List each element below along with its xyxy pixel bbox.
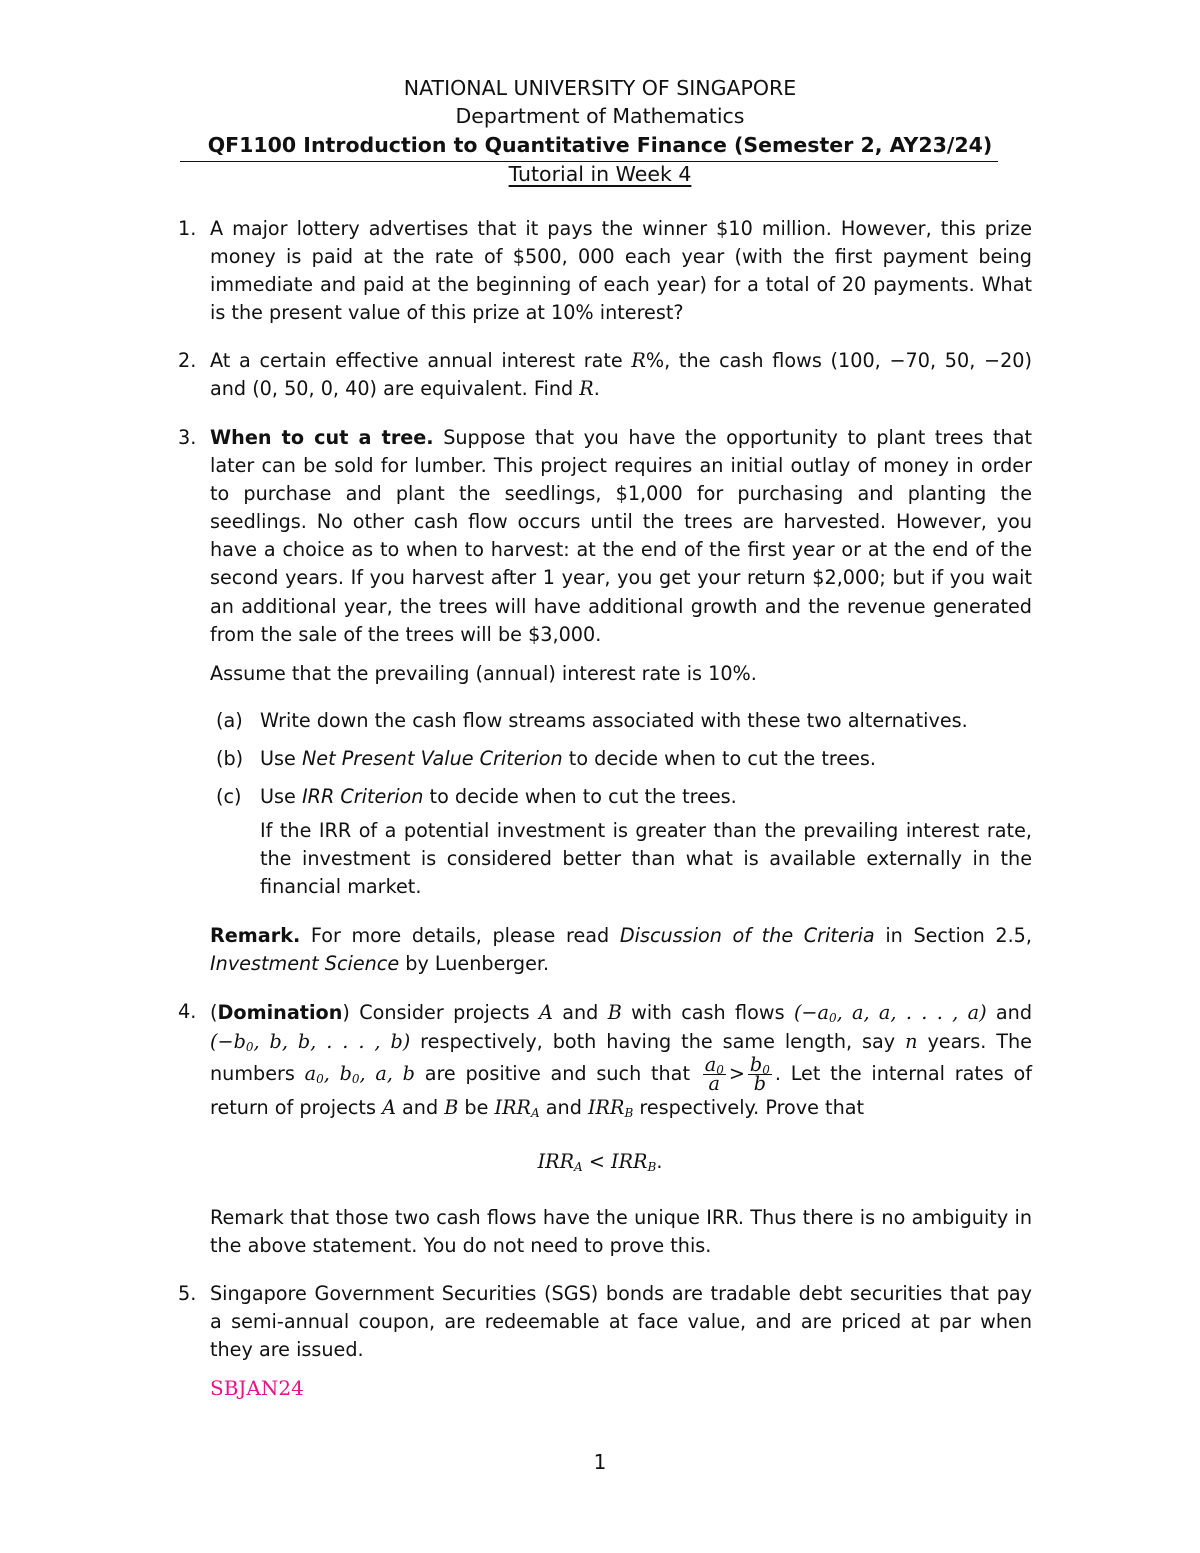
q4-and: and xyxy=(552,1001,608,1024)
q4-irr-b-sub: B xyxy=(624,1106,634,1120)
q4-frac1-num-sub: 0 xyxy=(716,1063,724,1077)
q4-eq-irr-a-text: IRR xyxy=(537,1150,575,1173)
q4-frac2-num-var: b xyxy=(749,1053,763,1076)
q1-number: 1. xyxy=(178,217,197,240)
q3-assume: Assume that the prevailing (annual) interest rate is 10%. xyxy=(210,662,757,685)
q4-frac2-num-sub: 0 xyxy=(762,1063,770,1077)
q3b-label: (b) xyxy=(216,747,244,770)
q3-remark xyxy=(210,922,1032,978)
q4-cashflow-b xyxy=(210,1030,410,1053)
q4-nums-sub2: 0 xyxy=(351,1072,360,1086)
course-title: QF1100 Introduction to Quantitative Finance (Semester 2, AY23/24) xyxy=(207,133,993,157)
q4-eq-irr-b-sub: B xyxy=(647,1160,657,1174)
q4-text-10: respectively. Prove that xyxy=(633,1096,865,1119)
q4-irr-b xyxy=(588,1096,633,1119)
q3-text xyxy=(210,424,1032,649)
q4-nums-mid: , b xyxy=(323,1062,352,1085)
q3c-post: to decide when to cut the trees. xyxy=(423,785,737,808)
q4-eq-end: . xyxy=(656,1150,663,1173)
q4-eq-irr-b-text: IRR xyxy=(611,1150,648,1173)
q3b-emphasis: Net Present Value Criterion xyxy=(301,747,563,770)
q3-remark-em2: Investment Science xyxy=(210,952,400,976)
q4-gt: > xyxy=(728,1062,745,1085)
q4-cfb-head: (−b xyxy=(210,1030,246,1053)
q4-text-7: . Let the internal rates of return of projects xyxy=(210,1062,1032,1119)
q4-fraction-b xyxy=(748,1053,772,1095)
q4-frac1-den: a xyxy=(708,1072,720,1095)
q2-text-c: . xyxy=(593,377,600,401)
q4-equation xyxy=(0,1150,1200,1173)
q4-var-b: B xyxy=(607,1001,622,1024)
q4-nums-sub1: 0 xyxy=(316,1072,324,1086)
q4-text-2: with cash flows xyxy=(621,1001,794,1024)
q3-remark-mid: in Section 2.5, xyxy=(874,924,1032,947)
university-name: NATIONAL UNIVERSITY OF SINGAPORE xyxy=(403,76,797,100)
q4-nums-end: , a, b xyxy=(359,1062,415,1085)
q3c-emphasis: IRR Criterion xyxy=(301,785,424,808)
q4-eq-irr-b xyxy=(611,1150,656,1173)
department-name: Department of Mathematics xyxy=(455,104,745,128)
q4-eq-irr-a xyxy=(538,1150,583,1173)
q2-number: 2. xyxy=(178,349,197,372)
q3a-label: (a) xyxy=(216,709,243,732)
q4-irr-b-text: IRR xyxy=(587,1096,625,1119)
page-number: 1 xyxy=(593,1450,607,1474)
q4-numbers xyxy=(305,1062,415,1085)
q4-number: 4. xyxy=(178,1000,197,1023)
q5-text: Singapore Government Securities (SGS) bonds are tradable debt securities that pay a semi-annual coupon, are redeemable at face value, and are priced at par when they are issued. xyxy=(210,1282,1032,1362)
q4-cfa-sub: 0 xyxy=(828,1011,837,1025)
q4-frac1-num-var: a xyxy=(704,1053,717,1076)
q4-text-4: respectively, both having the same length, say xyxy=(410,1030,906,1053)
q4-var-a2: A xyxy=(382,1096,396,1119)
q4-text-8: and xyxy=(395,1096,445,1119)
q3c-label: (c) xyxy=(216,785,242,808)
q4-var-n: n xyxy=(905,1030,918,1053)
q4-irr-a-sub: A xyxy=(531,1106,540,1120)
q4-remark: Remark that those two cash flows have the unique IRR. Thus there is no ambiguity in the above statement. You do not need to prove this. xyxy=(210,1206,1032,1258)
q4-text-1: Consider projects xyxy=(349,1001,540,1024)
q2-var-r: R xyxy=(631,349,646,372)
q4-text-9: be xyxy=(458,1096,495,1119)
q3b-text xyxy=(260,745,1032,773)
q4-cashflow-a xyxy=(794,1001,987,1024)
q3c-text xyxy=(260,783,1032,811)
q4-text-5: years. The numbers xyxy=(210,1030,1032,1085)
q4-text-3: and xyxy=(986,1001,1033,1024)
q3-remark-em1: Discussion of the Criteria xyxy=(619,924,875,947)
q3-remark-post: by Luenberger. xyxy=(399,952,550,976)
bond-code-link[interactable]: SBJAN24 xyxy=(210,1376,304,1400)
q2-var-r2: R xyxy=(579,377,594,401)
q3-body: Suppose that you have the opportunity to plant trees that later can be sold for lumber. This project requires an initial outlay of money in order to purchase and plant the seedlings, $1,000 for purchasing and planting the seedlings. No other cash flow occurs until the trees are harvested. However, you have a choice as to when to harvest: at the end of the first year or at the end of the second years. If you harvest after 1 year, you get your return $2,000; but if you wait an additional year, the trees will have additional growth and the revenue generated from the sale of the trees will be $3,000. xyxy=(210,426,1032,646)
q4-var-b2: B xyxy=(444,1096,459,1119)
q4-nums-a: a xyxy=(304,1062,317,1085)
q4-fraction-a xyxy=(703,1053,726,1095)
q4-irr-a xyxy=(495,1096,540,1119)
tutorial-title-text: Tutorial in Week 4 xyxy=(508,162,692,186)
q3b-pre: Use xyxy=(260,747,302,770)
q4-var-a: A xyxy=(539,1001,553,1024)
q3-remark-title: Remark. xyxy=(210,924,301,947)
q2-text-a: At a certain effective annual interest rate xyxy=(210,349,632,372)
q4-title: Domination xyxy=(217,1001,343,1024)
q3a-text: Write down the cash flow streams associated with these two alternatives. xyxy=(260,709,968,732)
q2-text-b: %, the cash flows (100, −70, 50, −20) and (0, 50, 0, 40) are equivalent. Find xyxy=(210,349,1032,401)
q2-text xyxy=(210,347,1032,403)
q3c-note: If the IRR of a potential investment is greater than the prevailing interest rate, the investment is considered better than what is available externally in the financial market. xyxy=(260,819,1032,899)
q4-irr-a-text: IRR xyxy=(494,1096,531,1119)
q4-text-6: are positive and such that xyxy=(414,1062,700,1085)
q3-remark-pre: For more details, please read xyxy=(300,924,620,947)
tutorial-title xyxy=(0,162,1200,186)
q3c-pre: Use xyxy=(260,785,302,808)
q4-eq-lt: < xyxy=(588,1150,605,1173)
q5-number: 5. xyxy=(178,1282,197,1305)
q4-frac2-den: b xyxy=(753,1072,767,1095)
q4-cfb-rest: , b, b, . . . , b) xyxy=(253,1030,411,1053)
q4-and-2: and xyxy=(539,1096,588,1119)
q4-cfa-head: (−a xyxy=(793,1001,829,1024)
q3-title: When to cut a tree. xyxy=(210,426,434,449)
q4-cfb-sub: 0 xyxy=(245,1040,254,1054)
q3b-post: to decide when to cut the trees. xyxy=(562,747,877,770)
q4-cfa-rest: , a, a, . . . , a) xyxy=(836,1001,987,1024)
q4-eq-irr-a-sub: A xyxy=(574,1160,583,1174)
q1-text: A major lottery advertises that it pays the winner $10 million. However, this prize money is paid at the rate of $500, 000 each year (with the first payment being immediate and paid at the beginning of each year) for a total of 20 payments. What is the present value of this prize at 10% interest? xyxy=(210,217,1032,325)
q3-number: 3. xyxy=(178,426,197,449)
q4-text: (Domination) Consider projects A and B with cash flows ($-a_0$, a, a, . . . , a) and ($-b_0$, b, b, . . . , b) respectively, both having the same length, say n years. The numbers $a_0$, $b_0$, a, b are positive and such that $\frac{a_0}{a}$ > $\frac{b_0}{b}$ . Let the internal rates of return of projects A and B be $IRR_A$ and $IRR_B$ respectively. Prove that xyxy=(210,1001,1033,1120)
